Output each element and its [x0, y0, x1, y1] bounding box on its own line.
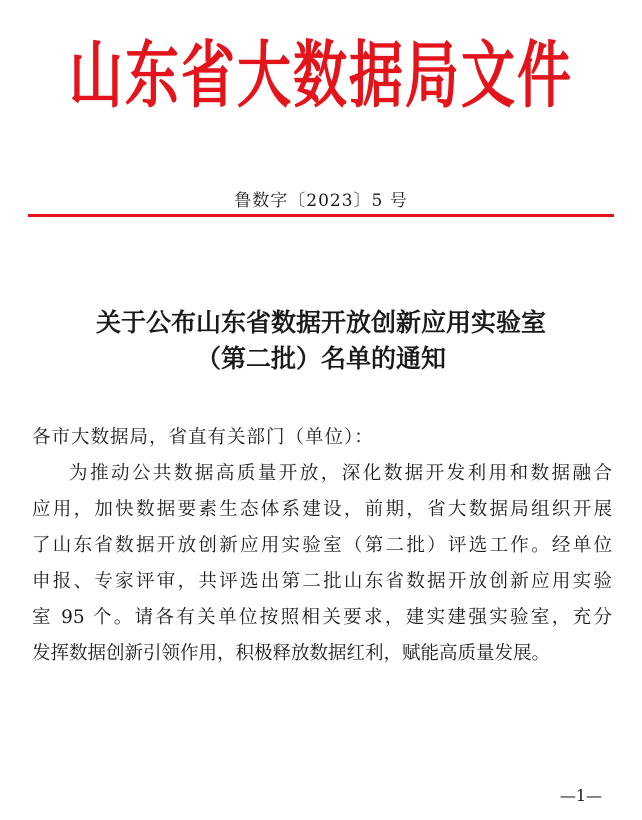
body-text-line: 为推动公共数据高质量开放，深化数据开发利用和数据融合	[69, 463, 612, 484]
issuer-header-title: 山东省大数据局文件	[69, 32, 573, 118]
document-number: 鲁数字〔2023〕5 号	[234, 191, 408, 211]
body-text-line: 应用，加快数据要素生态体系建设，前期，省大数据局组织开展	[32, 499, 612, 520]
salutation: 各市大数据局，省直有关部门（单位）：	[32, 427, 374, 448]
body-text-line: 室 95 个。请各有关单位按照相关要求，建实建强实验室，充分	[32, 607, 612, 628]
red-divider-line	[28, 214, 614, 217]
body-text-line: 发挥数据创新引领作用，积极释放数据红利，赋能高质量发展。	[32, 643, 551, 664]
notice-title-line-1: 关于公布山东省数据开放创新应用实验室	[95, 308, 546, 337]
body-text-line: 了山东省数据开放创新应用实验室（第二批）评选工作。经单位	[32, 535, 612, 556]
page-number: —1—	[559, 786, 602, 805]
notice-title-line-2: （第二批）名单的通知	[195, 344, 446, 373]
body-text-line: 申报、专家评审，共评选出第二批山东省数据开放创新应用实验	[32, 571, 612, 592]
